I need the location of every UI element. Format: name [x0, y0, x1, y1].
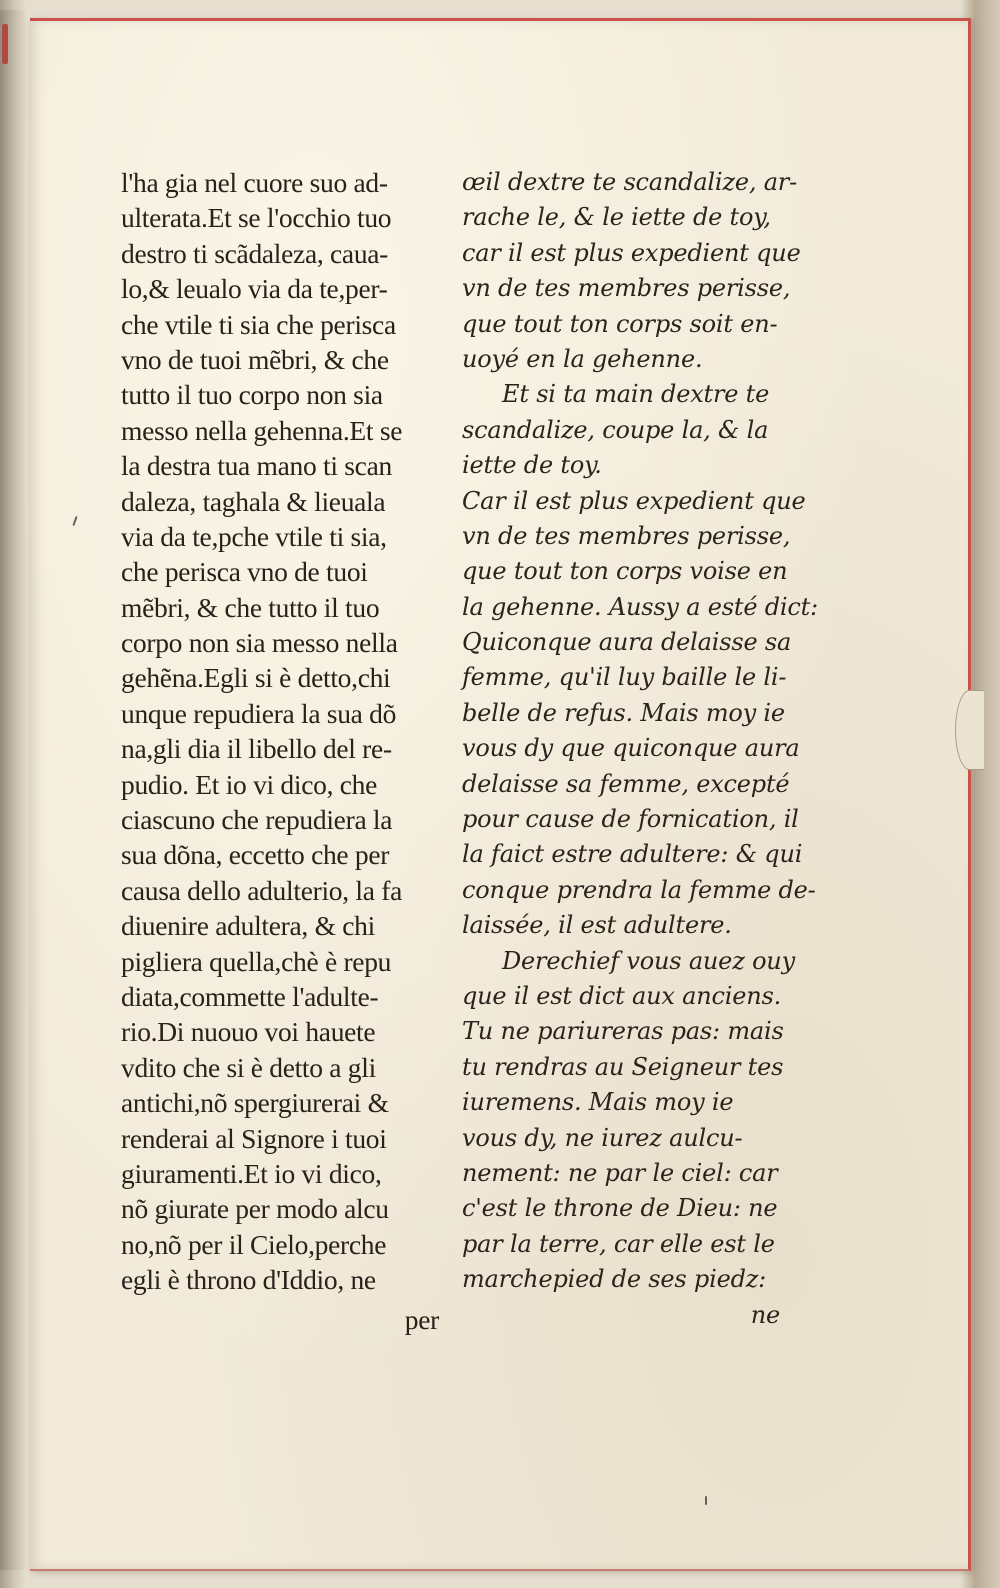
italian-text-line: giuramenti.Et io vi dico, — [121, 1157, 382, 1189]
italian-text-line: sua dõna, eccetto che per — [121, 839, 390, 871]
french-text-line: vn de tes membres perisse, — [462, 521, 791, 550]
italian-text-line: che perisca vno de tuoi — [121, 556, 368, 588]
french-text-line: marchepied de ses piedz: — [462, 1265, 767, 1294]
italian-text-line: nõ giurate per modo alcu — [121, 1193, 389, 1225]
french-text-line: vous dy que quiconque aura — [462, 734, 800, 763]
french-text-line: conque prendra la femme de- — [462, 875, 816, 904]
italian-text-line: ulterata.Et se l'occhio tuo — [121, 202, 392, 234]
italian-text-line: egli è throno d'Iddio, ne — [121, 1264, 376, 1296]
italian-text-column — [121, 165, 451, 1337]
italian-text-line: causa dello adulterio, la fa — [121, 874, 402, 906]
italian-text-line: rio.Di nuouo voi hauete — [121, 1016, 376, 1048]
italian-text-line: pudio. Et io vi dico, che — [121, 768, 377, 800]
french-text-line: Tu ne pariureras pas: mais — [462, 1017, 784, 1046]
french-text-line: Quiconque aura delaisse sa — [462, 628, 792, 657]
italian-text-line: daleza, taghala & lieuala — [121, 485, 386, 517]
italian-text-line: no,nõ per il Cielo,perche — [121, 1228, 387, 1260]
french-text-line: uoyé en la gehenne. — [462, 344, 703, 373]
french-text-line: scandalize, coupe la, & la — [462, 415, 769, 444]
french-text-line: que tout ton corps soit en- — [462, 309, 778, 338]
french-text-line: pour cause de fornication, il — [462, 805, 799, 834]
italian-text-line: gehẽna.Egli si è detto,chi — [121, 662, 391, 694]
page-tab-mark — [955, 690, 984, 770]
italian-text-line: diata,commette l'adulte- — [121, 980, 379, 1012]
french-text-column — [462, 165, 818, 1333]
french-text-line: la faict estre adultere: & qui — [462, 840, 803, 869]
french-text-line: belle de refus. Mais moy ie — [462, 698, 785, 727]
french-text-line: rache le, & le iette de toy, — [462, 203, 771, 232]
italian-text-line: mẽbri, & che tutto il tuo — [121, 591, 380, 623]
french-text-line: Et si ta main dextre te — [502, 380, 770, 409]
italian-text-line: na,gli dia il libello del re- — [121, 733, 392, 765]
french-text-line: par la terre, car elle est le — [462, 1229, 775, 1258]
french-text-line: c'est le throne de Dieu: ne — [462, 1194, 778, 1223]
french-text-line: tu rendras au Seigneur tes — [462, 1052, 784, 1081]
french-text-line: vous dy, ne iurez aulcu- — [462, 1123, 743, 1152]
french-text-line: nement: ne par le ciel: car — [462, 1158, 778, 1187]
italian-text-line: vdito che si è detto a gli — [121, 1051, 376, 1083]
french-text-line: delaisse sa femme, excepté — [462, 769, 790, 798]
french-text-catchword: ne — [750, 1300, 780, 1329]
french-text-line: iette de toy. — [462, 451, 602, 480]
french-text-line: vn de tes membres perisse, — [462, 274, 791, 303]
italian-text-line: unque repudiera la sua dõ — [121, 697, 397, 729]
italian-text-line: tutto il tuo corpo non sia — [121, 379, 383, 411]
french-text-line: Car il est plus expedient que — [462, 486, 806, 515]
italian-text-line: la destra tua mano ti scan — [121, 450, 392, 482]
italian-text-line: che vtile ti sia che perisca — [121, 308, 396, 340]
french-text-line: laissée, il est adultere. — [462, 911, 732, 940]
italian-text-line: vno de tuoi mẽbri, & che — [121, 343, 389, 375]
facing-page-edge — [0, 10, 26, 1570]
italian-text-line: l'ha gia nel cuore suo ad- — [121, 167, 388, 198]
ink-speck — [705, 1496, 707, 1505]
italian-text-catchword: per — [404, 1303, 439, 1335]
italian-text-line: messo nella gehenna.Et se — [121, 414, 403, 446]
italian-text-line: lo,& leualo via da te,per- — [121, 273, 388, 305]
french-text-line: la gehenne. Aussy a esté dict: — [462, 592, 818, 621]
french-text-line: iuremens. Mais moy ie — [462, 1088, 734, 1117]
french-text-line: Derechief vous auez ouy — [502, 946, 795, 975]
french-text-line: œil dextre te scandalize, ar- — [462, 168, 797, 196]
italian-text-line: via da te,pche vtile ti sia, — [121, 520, 387, 552]
french-text-line: que il est dict aux anciens. — [462, 981, 781, 1010]
french-text-line: femme, qu'il luy baille le li- — [462, 663, 787, 692]
french-text-line: que tout ton corps voise en — [462, 557, 788, 586]
italian-text-line: ciascuno che repudiera la — [121, 804, 393, 836]
italian-text-line: diuenire adultera, & chi — [121, 910, 375, 942]
italian-text-line: renderai al Signore i tuoi — [121, 1122, 387, 1154]
french-text-line: car il est plus expedient que — [462, 238, 801, 267]
italian-text-line: antichi,nõ spergiurerai & — [121, 1087, 389, 1119]
italian-text-line: corpo non sia messo nella — [121, 627, 398, 659]
italian-text-line: pigliera quella,chè è repu — [121, 945, 392, 977]
italian-text-line: destro ti scãdaleza, caua- — [121, 237, 389, 269]
